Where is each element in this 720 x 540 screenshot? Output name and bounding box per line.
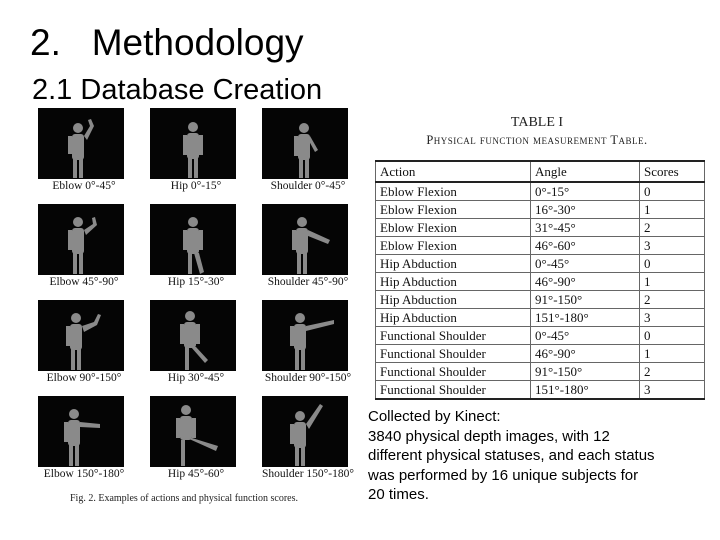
- figure-cell: [142, 108, 240, 204]
- table-cell: Eblow Flexion: [376, 219, 531, 237]
- table-row: [376, 219, 705, 237]
- depth-image: [38, 396, 124, 467]
- table-cell: Eblow Flexion: [376, 182, 531, 201]
- table-cell: 0°-45°: [531, 327, 640, 345]
- slide-subtitle: 2.1 Database Creation: [32, 74, 323, 106]
- person-silhouette-icon: [150, 300, 236, 371]
- table-cell: 46°-90°: [531, 273, 640, 291]
- person-silhouette-icon: [262, 396, 348, 467]
- table-cell: 46°-90°: [531, 345, 640, 363]
- table-subtitle: Physical function measurement Table.: [426, 133, 648, 147]
- figure-caption-item: Eblow 0°-45°: [52, 180, 116, 192]
- depth-image: [150, 300, 236, 371]
- table-cell: Hip Abduction: [376, 309, 531, 327]
- depth-image: [262, 396, 348, 467]
- collection-note: [368, 407, 718, 505]
- table-cell: 151°-180°: [531, 381, 640, 400]
- note-line: different physical statuses, and each status: [368, 447, 655, 464]
- figure-caption-item: Shoulder 45°-90°: [267, 276, 349, 288]
- table-row: [376, 363, 705, 381]
- figure-caption-item: Hip 30°-45°: [167, 372, 225, 384]
- table-title: TABLE I: [510, 115, 564, 130]
- table-cell: Eblow Flexion: [376, 201, 531, 219]
- table-row: [376, 273, 705, 291]
- slide-title: 2. Methodology: [30, 22, 304, 63]
- figure-cell: [142, 300, 240, 396]
- figure-cell: [30, 108, 128, 204]
- table-cell: Functional Shoulder: [376, 327, 531, 345]
- figure-cell: [254, 204, 352, 300]
- figure-caption-item: Elbow 90°-150°: [46, 372, 122, 384]
- table-row: [376, 255, 705, 273]
- table-cell: Functional Shoulder: [376, 381, 531, 400]
- depth-image: [262, 300, 348, 371]
- table-cell: 91°-150°: [531, 291, 640, 309]
- person-silhouette-icon: [38, 300, 124, 371]
- depth-image: [150, 204, 236, 275]
- person-silhouette-icon: [150, 108, 236, 179]
- depth-image: [150, 396, 236, 467]
- table-cell: 31°-45°: [531, 219, 640, 237]
- table-cell: 1: [640, 273, 705, 291]
- table-cell: 16°-30°: [531, 201, 640, 219]
- person-silhouette-icon: [38, 396, 124, 467]
- person-silhouette-icon: [38, 108, 124, 179]
- figure-cell: [254, 300, 352, 396]
- table-cell: Functional Shoulder: [376, 363, 531, 381]
- table-cell: Hip Abduction: [376, 273, 531, 291]
- table-cell: 0: [640, 255, 705, 273]
- physical-function-table: [375, 160, 705, 400]
- table-cell: 1: [640, 201, 705, 219]
- figure-caption: Fig. 2. Examples of actions and physical function scores.: [70, 493, 299, 504]
- person-silhouette-icon: [38, 204, 124, 275]
- depth-image: [262, 108, 348, 179]
- figure-caption-item: Shoulder 150°-180°: [262, 468, 354, 480]
- figure-caption-item: Elbow 45°-90°: [49, 276, 119, 288]
- figure-caption-item: Hip 15°-30°: [167, 276, 225, 288]
- table-cell: 46°-60°: [531, 237, 640, 255]
- figure-cell: [254, 108, 352, 204]
- table-row: [376, 345, 705, 363]
- note-line: was performed by 16 unique subjects for: [368, 466, 639, 484]
- table-cell: 1: [640, 345, 705, 363]
- table-cell: 151°-180°: [531, 309, 640, 327]
- note-line: Collected by Kinect:: [368, 408, 501, 425]
- person-silhouette-icon: [262, 204, 348, 275]
- table-row: [376, 327, 705, 345]
- figure-cell: [30, 300, 128, 396]
- table-cell: 0: [640, 327, 705, 345]
- figure-caption-item: Shoulder 90°-150°: [264, 372, 352, 384]
- column-header: Action: [376, 161, 531, 182]
- table-row: [376, 201, 705, 219]
- note-line: 3840 physical depth images, with 12: [368, 427, 610, 445]
- depth-image: [38, 300, 124, 371]
- person-silhouette-icon: [150, 396, 236, 467]
- depth-image: [38, 108, 124, 179]
- person-silhouette-icon: [150, 204, 236, 275]
- figure-caption-item: Hip 45°-60°: [167, 468, 225, 480]
- table-row: [376, 291, 705, 309]
- table-row: [376, 182, 705, 201]
- table-cell: Hip Abduction: [376, 291, 531, 309]
- column-header: Scores: [640, 161, 705, 182]
- table-cell: 0°-45°: [531, 255, 640, 273]
- figure-cell: [142, 204, 240, 300]
- table-cell: 2: [640, 363, 705, 381]
- table-header-row: [376, 161, 705, 182]
- table-row: [376, 309, 705, 327]
- figure-cell: [30, 204, 128, 300]
- table-cell: 2: [640, 291, 705, 309]
- person-silhouette-icon: [262, 108, 348, 179]
- table-cell: 3: [640, 237, 705, 255]
- column-header: Angle: [531, 161, 640, 182]
- table-cell: 0: [640, 182, 705, 201]
- figure-caption-item: Hip 0°-15°: [170, 180, 222, 192]
- table-cell: Hip Abduction: [376, 255, 531, 273]
- depth-image: [262, 204, 348, 275]
- depth-image: [150, 108, 236, 179]
- figure-cell: [254, 396, 352, 492]
- note-line: 20 times.: [368, 486, 429, 503]
- table-cell: 91°-150°: [531, 363, 640, 381]
- person-silhouette-icon: [262, 300, 348, 371]
- table-cell: 0°-15°: [531, 182, 640, 201]
- figure-cell: [142, 396, 240, 492]
- depth-image: [38, 204, 124, 275]
- table-row: [376, 237, 705, 255]
- table-cell: 2: [640, 219, 705, 237]
- table-cell: Functional Shoulder: [376, 345, 531, 363]
- figure-cell: [30, 396, 128, 492]
- table-cell: 3: [640, 309, 705, 327]
- figure-caption-item: Elbow 150°-180°: [43, 468, 125, 480]
- table-cell: Eblow Flexion: [376, 237, 531, 255]
- table-cell: 3: [640, 381, 705, 400]
- figure-caption-item: Shoulder 0°-45°: [270, 180, 346, 192]
- table-row: [376, 381, 705, 400]
